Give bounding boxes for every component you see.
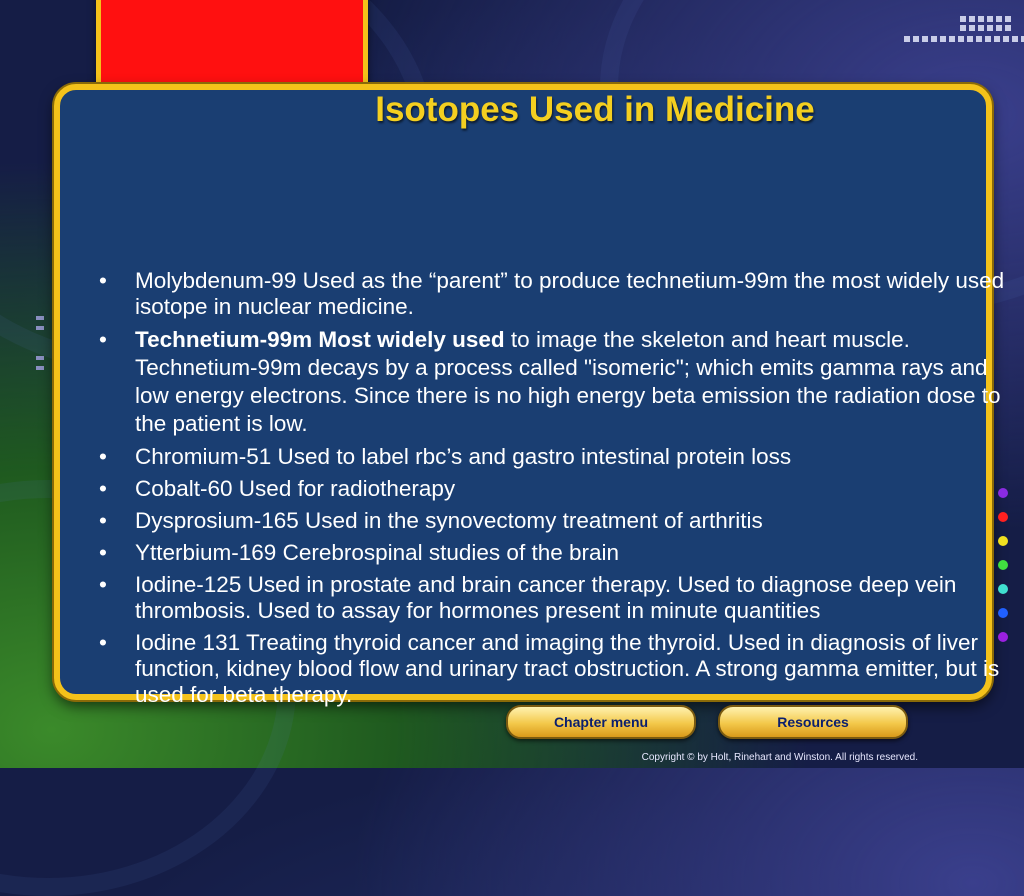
color-dot-red: [998, 512, 1008, 522]
bullet-text: Dysprosium-165 Used in the synovectomy treatment of arthritis: [135, 508, 763, 533]
chapter-menu-button[interactable]: Chapter menu: [506, 705, 696, 739]
bullet-text: Ytterbium-169 Cerebrospinal studies of the brain: [135, 540, 620, 565]
bullet-text: Chromium-51 Used to label rbc’s and gastro intestinal protein loss: [135, 444, 792, 469]
bullet-text: Cobalt-60 Used for radiotherapy: [135, 476, 456, 501]
copyright-text: Copyright © by Holt, Rinehart and Winston. All rights reserved.: [641, 752, 918, 763]
bullet-bold-text: Technetium-99m Most widely used: [135, 327, 505, 352]
bullet-item: [96, 268, 1024, 320]
bullet-item: [96, 444, 1024, 470]
bullet-item: [96, 326, 1024, 438]
bullet-text: to image the skeleton and heart muscle. Technetium-99m decays by a process called "isomeric"; which emits gamma rays and low energy electrons. Since there is no high energy beta emission the radiation dose to the patient is low.: [135, 327, 1001, 436]
content-panel: [54, 84, 1005, 707]
bullet-item: [96, 572, 1024, 624]
color-dot-violet: [998, 632, 1008, 642]
bullet-text: Iodine-125 Used in prostate and brain cancer therapy. Used to diagnose deep vein thrombosis. Used to assay for hormones present in minute quantities: [135, 572, 957, 623]
bullet-item: [96, 476, 1024, 502]
decorative-dot-grid: [960, 16, 1011, 31]
bullet-item: [96, 540, 1024, 566]
decorative-bar: [36, 366, 44, 370]
decorative-bar: [36, 326, 44, 330]
bullet-text: Molybdenum-99 Used as the “parent” to produce technetium-99m the most widely used isotope in nuclear medicine.: [135, 268, 1005, 319]
bullet-text: Iodine 131 Treating thyroid cancer and imaging the thyroid. Used in diagnosis of liver function, kidney blood flow and urinary tract obstruction. A strong gamma emitter, but is used for beta therapy.: [135, 630, 1000, 707]
decorative-bar: [36, 316, 44, 320]
bullet-list: [96, 268, 1024, 714]
color-dot-purple: [998, 488, 1008, 498]
bullet-item: [96, 630, 1024, 708]
color-dot-cyan: [998, 584, 1008, 594]
decorative-bar: [36, 356, 44, 360]
decorative-dot-grid: [904, 36, 1024, 42]
bullet-item: [96, 508, 1024, 534]
color-dot-blue: [998, 608, 1008, 618]
resources-button[interactable]: Resources: [718, 705, 908, 739]
slide-title: Isotopes Used in Medicine: [375, 90, 815, 129]
color-dot-green: [998, 560, 1008, 570]
color-dot-yellow: [998, 536, 1008, 546]
